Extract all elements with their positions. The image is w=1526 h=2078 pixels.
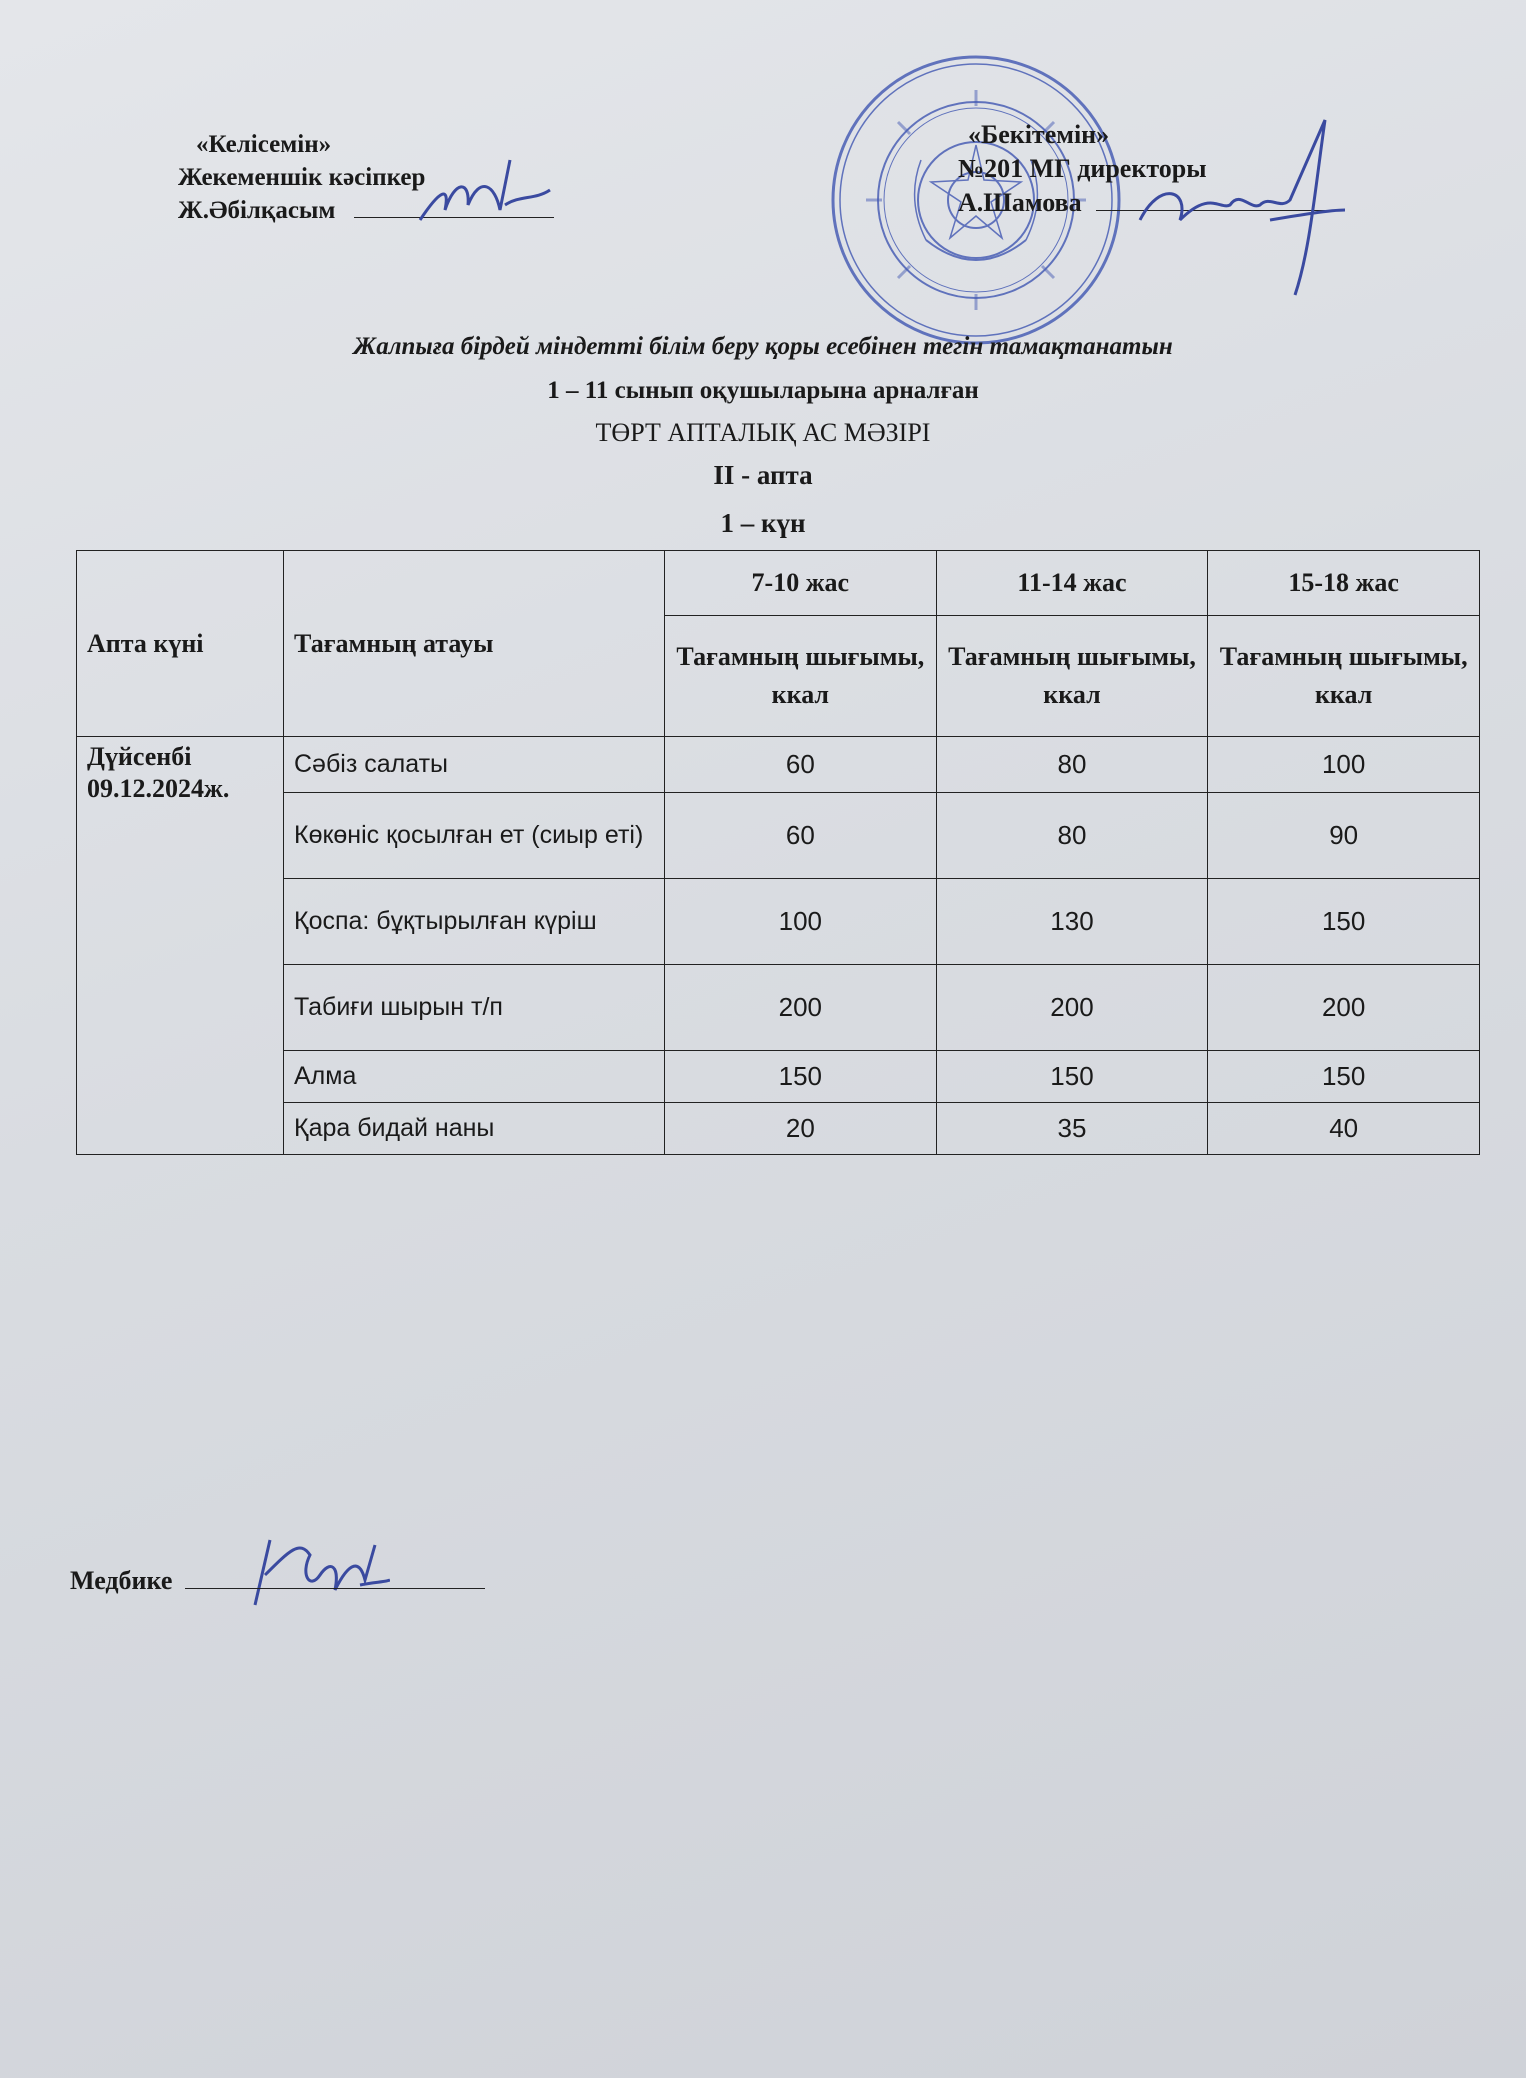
header-age-group: 7-10 жас [665, 551, 937, 616]
dish-name: Сәбіз салаты [284, 737, 665, 793]
kcal-value: 100 [665, 879, 937, 965]
kcal-value: 200 [665, 965, 937, 1051]
approval-right-heading: «Бекітемін» [968, 120, 1110, 149]
kcal-value: 60 [665, 793, 937, 879]
header-day: Апта күні [77, 551, 284, 737]
menu-table [76, 550, 1480, 1155]
kcal-value: 80 [936, 793, 1208, 879]
day-label: 1 – күн [720, 508, 806, 538]
document-title-line3: ТӨРТ АПТАЛЫҚ АС МӘЗІРІ [595, 418, 931, 447]
kcal-value: 80 [936, 737, 1208, 793]
left-signature [410, 150, 560, 240]
table-row [77, 965, 1480, 1051]
kcal-value: 60 [665, 737, 937, 793]
approval-left-position: Жекеменшік кәсіпкер [178, 164, 426, 191]
header-output: Тағамның шығымы, ккал [665, 616, 937, 737]
day-date: 09.12.2024ж. [87, 774, 230, 803]
approval-left-person: Ж.Әбілқасым [178, 197, 336, 224]
kcal-value: 150 [665, 1051, 937, 1103]
approval-right-position: №201 МГ директоры [958, 154, 1207, 183]
day-cell [77, 737, 284, 1155]
document-title-line2: 1 – 11 сынып оқушыларына арналған [547, 377, 979, 404]
kcal-value: 200 [1208, 965, 1480, 1051]
medbike-signature-line [185, 1588, 485, 1589]
kcal-value: 150 [1208, 1051, 1480, 1103]
day-name: Дүйсенбі [87, 742, 192, 771]
week-label: ІІ - апта [713, 460, 813, 490]
header-age-group: 11-14 жас [936, 551, 1208, 616]
approval-left-heading: «Келісемін» [196, 131, 332, 158]
table-row [77, 1103, 1480, 1155]
header-dish: Тағамның атауы [284, 551, 665, 737]
header-output: Тағамның шығымы, ккал [936, 616, 1208, 737]
header-output: Тағамның шығымы, ккал [1208, 616, 1480, 737]
kcal-value: 200 [936, 965, 1208, 1051]
table-row [77, 879, 1480, 965]
dish-name: Алма [284, 1051, 665, 1103]
kcal-value: 100 [1208, 737, 1480, 793]
table-row [77, 737, 1480, 793]
medbike-label: Медбике [70, 1566, 173, 1595]
table-row [77, 793, 1480, 879]
dish-name: Қара бидай наны [284, 1103, 665, 1155]
kcal-value: 150 [1208, 879, 1480, 965]
kcal-value: 20 [665, 1103, 937, 1155]
approval-right-person: А.Шамова [958, 188, 1082, 217]
dish-name: Табиғи шырын т/п [284, 965, 665, 1051]
kcal-value: 90 [1208, 793, 1480, 879]
table-row [77, 1051, 1480, 1103]
kcal-value: 40 [1208, 1103, 1480, 1155]
right-signature [1120, 110, 1350, 300]
kcal-value: 130 [936, 879, 1208, 965]
dish-name: Қоспа: бұқтырылған күріш [284, 879, 665, 965]
dish-name: Көкөніс қосылған ет (сиыр еті) [284, 793, 665, 879]
kcal-value: 35 [936, 1103, 1208, 1155]
kcal-value: 150 [936, 1051, 1208, 1103]
document-title-line1: Жалпыға бірдей міндетті білім беру қоры есебінен тегін тамақтанатын [353, 333, 1173, 360]
header-age-group: 15-18 жас [1208, 551, 1480, 616]
table-header-row [77, 551, 1480, 616]
medbike-signature-block [70, 1566, 485, 1596]
